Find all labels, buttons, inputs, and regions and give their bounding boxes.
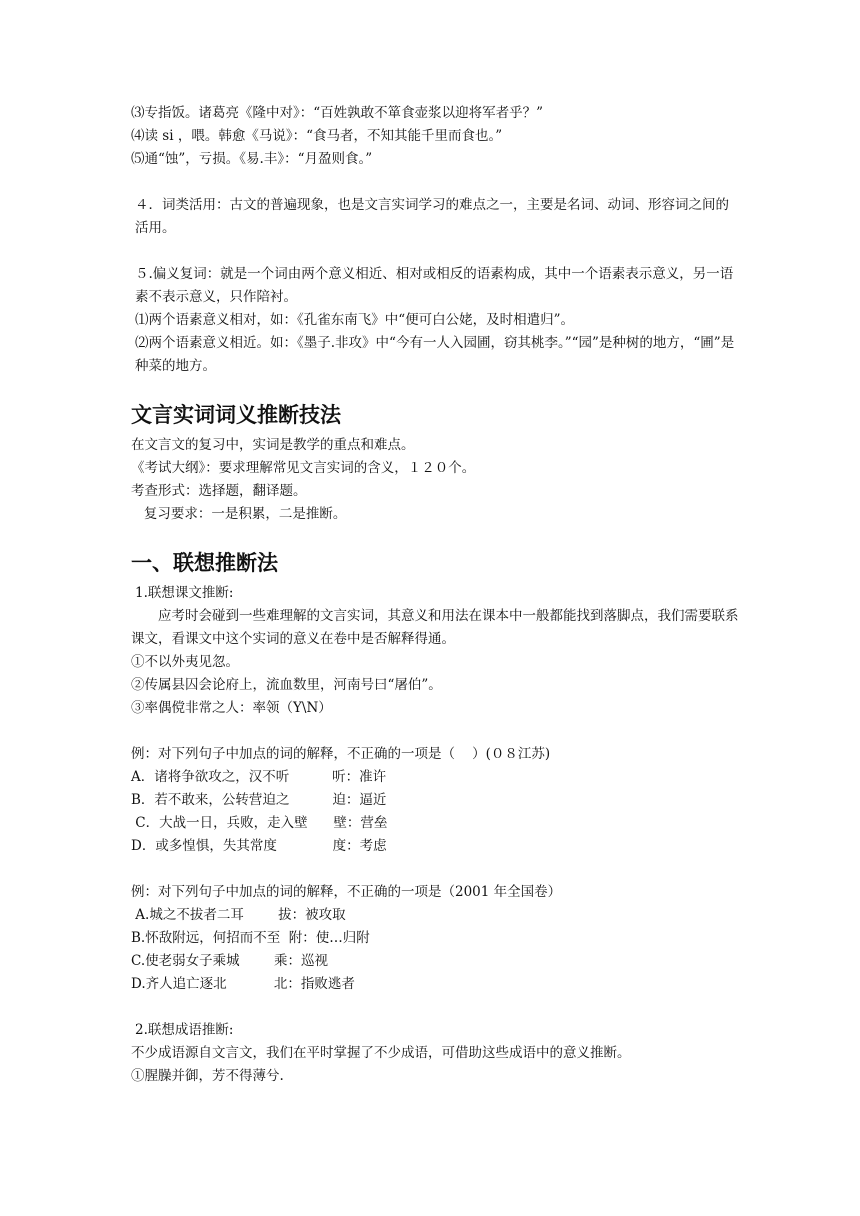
exercise-option: C.使老弱女子乘城 乘：巡视 (131, 953, 328, 969)
example-sentence: ①不以外夷见忽。 (131, 654, 239, 670)
example-sentence: ②传属县囚会论府上，流血数里，河南号曰“屠伯”。 (131, 677, 442, 693)
subsection-title: 2.联想成语推断: (135, 1022, 234, 1038)
example-sentence: ③率偶傥非常之人：率领（Y\N） (131, 700, 332, 716)
intro-line: 考查形式：选择题，翻译题。 (131, 483, 307, 499)
subsection-paragraph: 不少成语源自文言文，我们在平时掌握了不少成语，可借助这些成语中的意义推断。 (131, 1045, 631, 1061)
exercise-option: C．大战一日，兵败，走入壁 壁：营垒 (131, 815, 388, 831)
paragraph-part5-item1: ⑴两个语素意义相对，如：《孔雀东南飞》中“便可白公姥，及时相遣归”。 (135, 312, 575, 328)
paragraph-part5-item2: ⑵两个语素意义相近。如：《墨子.非攻》中“今有一人入园圃，窃其桃李。”“园”是种树的地方，“圃”是种菜的地方。 (135, 335, 735, 374)
paragraph-part5: ５.偏义复词：就是一个词由两个意义相近、相对或相反的语素构成，其中一个语素表示意义，另一语素不表示意义，只作陪衬。 (135, 266, 734, 305)
paragraph-part4: ４．词类活用：古文的普遍现象，也是文言实词学习的难点之一，主要是名词、动词、形容词之间的活用。 (135, 197, 729, 236)
intro-line: 复习要求：一是积累，二是推断。 (131, 506, 347, 522)
subsection-paragraph: 应考时会碰到一些难理解的文言实词，其意义和用法在课本中一般都能找到落脚点，我们需要联系课文，看课文中这个实词的意义在卷中是否解释得通。 (131, 608, 739, 647)
intro-line: 《考试大纲》：要求理解常见文言实词的含义，１２０个。 (131, 460, 476, 476)
exercise-option: B.怀敌附远，何招而不至 附：使…归附 (131, 930, 370, 946)
text-line: ⑶专指饭。诸葛亮《隆中对》：“百姓孰敢不箪食壶浆以迎将军者乎？” (131, 105, 544, 121)
intro-line: 在文言文的复习中，实词是教学的重点和难点。 (131, 437, 415, 453)
subsection-title: 1.联想课文推断: (135, 585, 234, 601)
section-heading-techniques: 文言实词词义推断技法 (131, 403, 341, 427)
exercise-option: B．若不敢来，公转营迫之 迫：逼近 (131, 792, 387, 808)
exercise-question: 例：对下列句子中加点的词的解释，不正确的一项是（2001 年全国卷） (131, 884, 562, 900)
text-line: ⑸通“蚀”，亏损。《易.丰》：“月盈则食。” (131, 151, 373, 167)
exercise-question: 例：对下列句子中加点的词的解释，不正确的一项是（ ）(０８江苏) (131, 746, 551, 762)
document-body (131, 102, 741, 1088)
exercise-option: A.城之不拔者二耳 拔：被攻取 (131, 907, 346, 923)
text-line: ⑷读 si ，喂。韩愈《马说》：“食马者，不知其能千里而食也。” (131, 128, 503, 144)
example-sentence: ①腥臊并御，芳不得薄兮. (131, 1068, 284, 1084)
section-heading-association: 一、联想推断法 (131, 551, 278, 575)
exercise-option: D.齐人追亡逐北 北：指败逃者 (131, 976, 355, 992)
exercise-option: A．诸将争欲攻之，汉不听 听：准许 (131, 769, 387, 785)
exercise-option: D．或多惶惧，失其常度 度：考虑 (131, 838, 387, 854)
